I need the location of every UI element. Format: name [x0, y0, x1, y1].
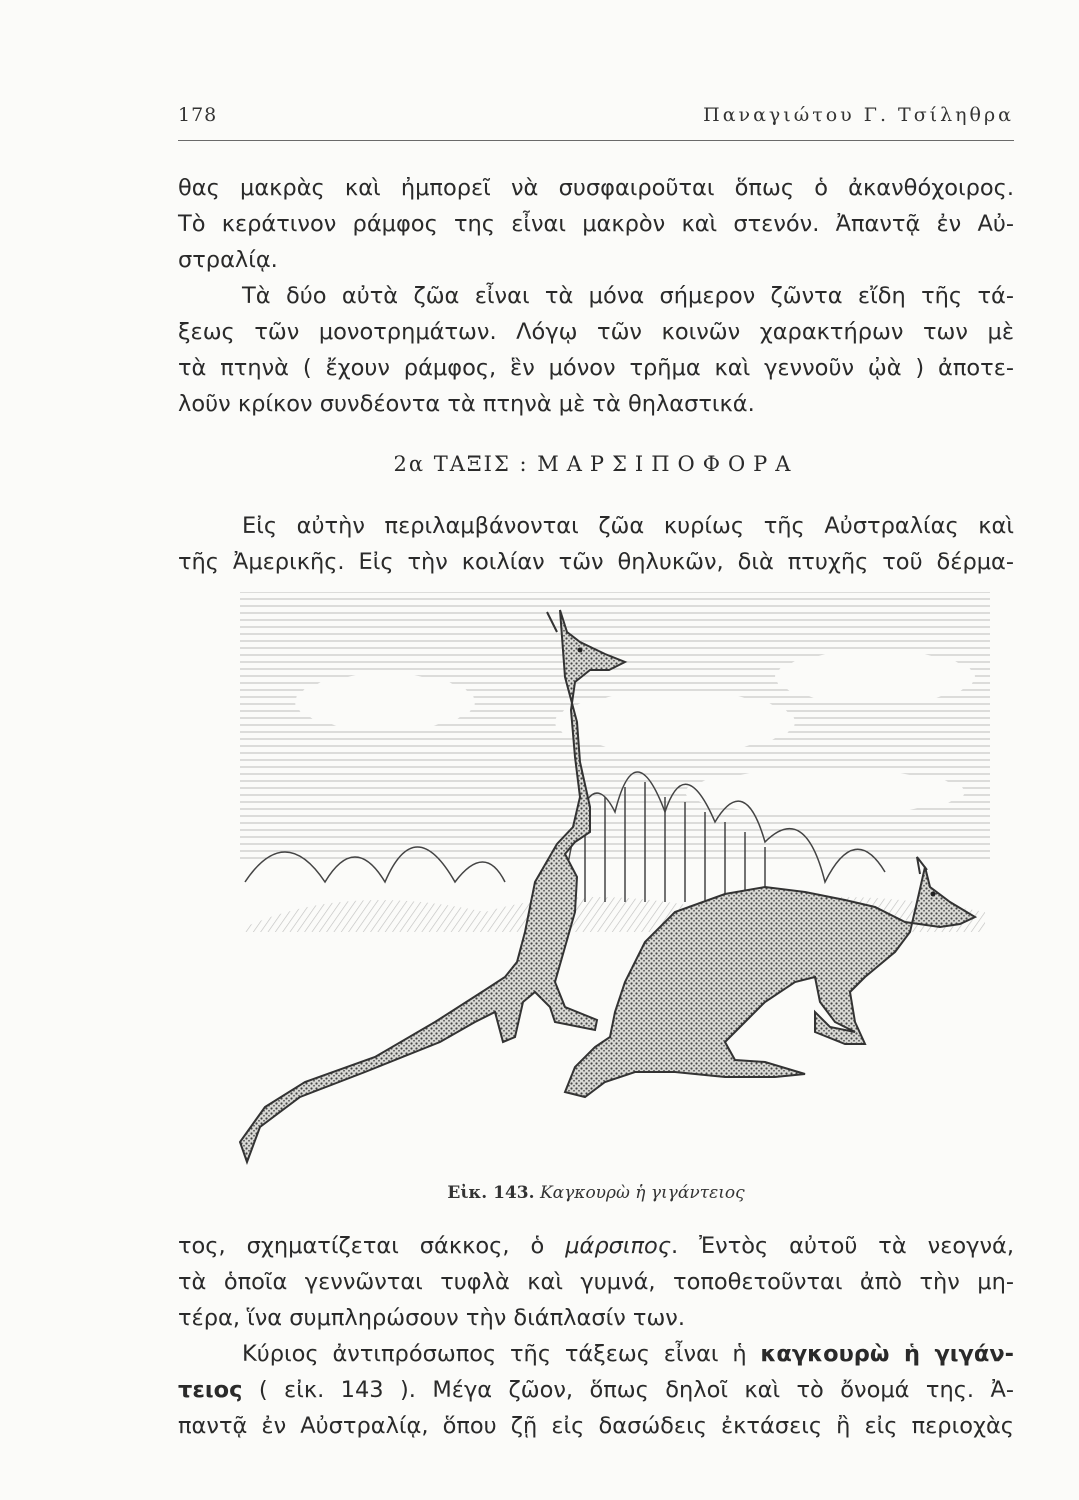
section-name: ΜΑΡΣΙΠΟΦΟΡΑ — [537, 452, 799, 476]
text-line: Τὰ δύο αὐτὰ ζῶα εἶναι τὰ μόνα σήμερον ζῶντα εἴδη τῆς τά- — [242, 283, 1014, 309]
text-line: λοῦν κρίκον συνδέοντα τὰ πτηνὰ μὲ τὰ θηλαστικά. — [178, 391, 755, 417]
bold-term: καγκουρὼ ἡ γιγάν- — [760, 1341, 1014, 1367]
bold-term: τειος — [178, 1377, 243, 1403]
paragraph-3 — [178, 508, 1014, 580]
text-line: στραλίᾳ. — [178, 247, 278, 273]
caption-text: Καγκουρὼ ἡ γιγάντειος — [539, 1183, 745, 1203]
italic-term: μάρσιπος — [565, 1233, 672, 1259]
header-rule — [178, 140, 1014, 141]
figure-caption — [178, 1180, 1014, 1206]
text-run: Κύριος ἀντιπρόσωπος τῆς τάξεως εἶναι ἡ — [242, 1341, 761, 1367]
text-line: Εἰς αὐτὴν περιλαμβάνονται ζῶα κυρίως τῆς Αὐστραλίας καὶ — [242, 513, 1014, 539]
running-head-author: Παναγιώτου Γ. Τσίληθρα — [703, 104, 1014, 126]
paragraph-2 — [178, 278, 1014, 422]
paragraph-5 — [178, 1336, 1014, 1444]
text-line — [178, 1228, 1014, 1264]
text-line — [178, 1336, 1014, 1372]
text-line: τὰ ὁποῖα γεννῶνται τυφλὰ καὶ γυμνά, τοποθετοῦνται ἀπὸ τὴν μη- — [178, 1269, 1014, 1295]
text-line: θας μακρὰς καὶ ἠμπορεῖ νὰ συσφαιροῦται ὅπως ὁ ἀκανθόχοιρος. — [178, 175, 1014, 201]
text-run: . Ἐντὸς αὐτοῦ τὰ νεογνά, — [671, 1233, 1014, 1259]
text-run: ( εἰκ. 143 ). Μέγα ζῶον, ὅπως δηλοῖ καὶ τὸ ὄνομά της. Ἀ- — [242, 1377, 1014, 1403]
kangaroo-illustration — [205, 582, 995, 1170]
text-line — [178, 1372, 1014, 1408]
text-line: τὰ πτηνὰ ( ἔχουν ράμφος, ἓν μόνον τρῆμα καὶ γεννοῦν ᾠὰ ) ἀποτε- — [178, 355, 1014, 381]
text-line: τέρα, ἵνα συμπληρώσουν τὴν διάπλασίν των. — [178, 1305, 686, 1331]
text-line: παντᾷ ἐν Αὐστραλίᾳ, ὅπου ζῇ εἰς δασώδεις ἐκτάσεις ἢ εἰς περιοχὰς — [178, 1413, 1014, 1439]
page-number: 178 — [178, 104, 218, 126]
caption-label: Εἰκ. 143. — [447, 1183, 535, 1203]
paragraph-1 — [178, 170, 1014, 278]
text-line: Τὸ κεράτινον ράμφος της εἶναι μακρὸν καὶ στενόν. Ἀπαντᾷ ἐν Αὐ- — [178, 211, 1014, 237]
page-header — [178, 104, 1014, 134]
crouching-kangaroo — [565, 857, 975, 1097]
text-run: τος, σχηματίζεται σάκκος, ὁ — [178, 1233, 566, 1259]
text-line: τῆς Ἀμερικῆς. Εἰς τὴν κοιλίαν τῶν θηλυκῶν, διὰ πτυχῆς τοῦ δέρμα- — [178, 549, 1014, 575]
kangaroo-engraving — [205, 582, 995, 1170]
text-line: ξεως τῶν μονοτρημάτων. Λόγῳ τῶν κοινῶν χαρακτήρων των μὲ — [178, 319, 1014, 345]
section-heading — [178, 446, 1014, 482]
paragraph-4 — [178, 1228, 1014, 1336]
section-label: 2α ΤΑΞΙΣ : — [393, 452, 529, 476]
